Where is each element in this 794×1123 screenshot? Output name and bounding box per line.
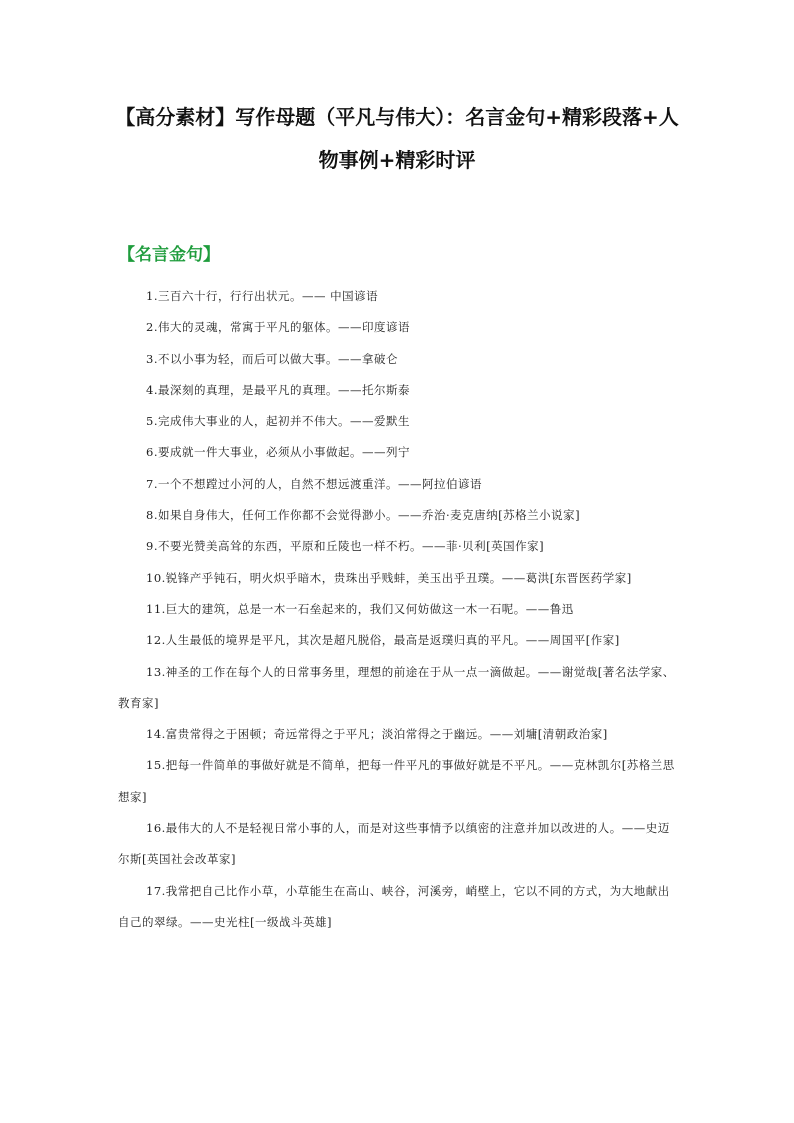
list-item: 5.完成伟大事业的人，起初并不伟大。——爱默生 — [146, 414, 410, 429]
list-item: 8.如果自身伟大，任何工作你都不会觉得渺小。——乔治·麦克唐纳[苏格兰小说家] — [146, 508, 581, 523]
list-item: 11.巨大的建筑，总是一木一石垒起来的，我们又何妨做这一木一石呢。——鲁迅 — [146, 601, 574, 616]
list-item: 9.不要光赞美高耸的东西，平原和丘陵也一样不朽。——菲·贝利[英国作家] — [146, 539, 545, 554]
list-item: 2.伟大的灵魂，常寓于平凡的躯体。——印度谚语 — [146, 320, 410, 335]
list-item: 16.最伟大的人不是轻视日常小事的人，而是对这些事情予以缜密的注意并加以改进的人。——史迈尔斯[英国社会改革家] — [118, 821, 670, 867]
list-item: 14.富贵常得之于困顿；奇远常得之于平凡；淡泊常得之于幽远。——刘墉[清朝政治家] — [146, 727, 608, 742]
section-heading-quotes: 【名言金句】 — [118, 245, 220, 265]
list-item: 4.最深刻的真理，是最平凡的真理。——托尔斯泰 — [146, 382, 410, 397]
list-item: 10.锐锋产乎钝石，明火炽乎暗木，贵珠出乎贱蚌，美玉出乎丑璞。——葛洪[东晋医药学家] — [146, 570, 632, 585]
list-item: 13.神圣的工作在每个人的日常事务里，理想的前途在于从一点一滴做起。——谢觉哉[著名法学家、教育家] — [118, 664, 675, 710]
quote-list — [118, 281, 676, 938]
list-item: 12.人生最低的境界是平凡，其次是超凡脱俗，最高是返璞归真的平凡。——周国平[作家] — [146, 633, 620, 648]
list-item: 15.把每一件简单的事做好就是不简单，把每一件平凡的事做好就是不平凡。——克林凯尔[苏格兰思想家] — [118, 758, 675, 804]
page-title: 【高分素材】写作母题（平凡与伟大）：名言金句+精彩段落+人物事例+精彩时评 — [115, 105, 679, 172]
list-item: 7.一个不想蹚过小河的人，自然不想远渡重洋。——阿拉伯谚语 — [146, 476, 482, 491]
list-item: 6.要成就一件大事业，必须从小事做起。——列宁 — [146, 445, 410, 460]
list-item: 1.三百六十行，行行出状元。—— 中国谚语 — [146, 289, 379, 303]
list-item: 3.不以小事为轻，而后可以做大事。——拿破仑 — [146, 351, 398, 366]
list-item: 17.我常把自己比作小草，小草能生在高山、峡谷，河溪旁，峭壁上，它以不同的方式，为大地献出自己的翠绿。——史光柱[一级战斗英雄] — [118, 883, 670, 929]
